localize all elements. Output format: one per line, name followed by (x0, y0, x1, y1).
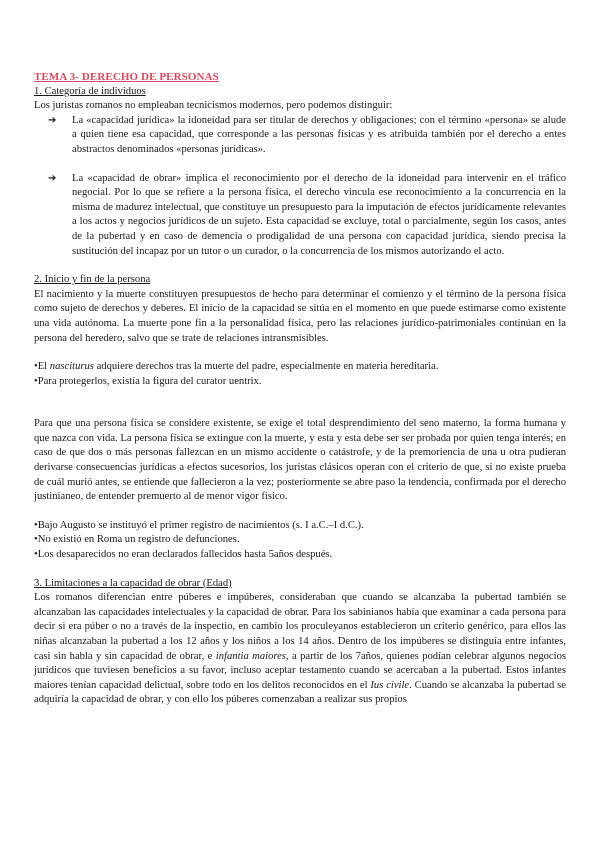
bullet-item: •El nasciturus adquiere derechos tras la muerte del padre, especialmente en materia hereditaria. (34, 361, 439, 373)
bullet-item: •Para protegerlos, existía la figura del curator uentrix. (34, 375, 262, 387)
bullet-item: •Los desaparecidos no eran declarados fallecidos hasta 5años después. (34, 549, 333, 561)
bullet-item: •Bajo Augusto se instituyó el primer registro de nacimientos (s. I a.C.–I d.C.). (34, 519, 364, 531)
arrow-icon: ➔ (48, 114, 57, 126)
document-content (34, 70, 566, 708)
section-1-heading: 1. Categoría de individuos (34, 85, 146, 97)
list-item (34, 172, 566, 260)
list-item (34, 114, 566, 158)
section-1-intro: Los juristas romanos no empleaban tecnicismos modernos, pero podemos distinguir: (34, 100, 393, 112)
section-2-paragraph-2: Para que una persona física se considere existente, se exige el total desprendimiento del seno materno, la forma humana y que nazca con vida. La persona física se extingue con la muerte, y esta y esta debe ser ser probada por quien tenga interés; en caso de que dos o más personas fallezcan en un mismo accidente o catástrofe, y de la premoriencia de una u otra pudieran derivarse consecuencias jurídicas a efectos sucesorios, los juristas clásicos operan con el criterio de que, si no existe prueba de cuál murió antes, se entiende que fallecieron a la vez; posteriormente se abre paso la tendencia, confirmada por el derecho justinianeo, de entender premuerto al de menor vigor físico. (34, 418, 566, 503)
list-item-text: La «capacidad jurídica» la idoneidad para ser titular de derechos y obligaciones; con el término «persona» se alude a quien tiene esa capacidad, que corresponde a las personas físicas y es atribuida también por el derecho a entes abstractos denominados «personas jurídicas». (72, 114, 566, 155)
section-3-paragraph-1: Los romanos diferencian entre púberes e impúberes, consideraban que cuando se alcanzaba la pubertad también se alcanzaban las capacidades intelectuales y la capacidad de obrar. Para los sabinianos había que examinar a cada persona para decir si era púber o no a través de la inspectio, en cambio los proculeyanos establecieron un criterio genérico, para ellos las niñas alcanzaban la pubertad a los 12 años y los niños a los 14 años. Dentro de los impúberes se distinguía entre infantes, casi sin habla y sin capacidad de obrar, e infantia maiores, a partir de los 7años, quienes podían celebrar algunos negocios jurídicos que tuviesen beneficios a su favor, incluso aceptar testamento cuando se acercaban a la pubertad. Estos infantes maiores tenían capacidad delictual, sobre todo en los delitos reconocidos en el Ius civile. Cuando se alcanzaba la pubertad se adquiría la capacidad de obrar, y con ello los púberes comenzaban a realizar sus propios (34, 592, 566, 706)
bullet-item: •No existió en Roma un registro de defunciones. (34, 534, 240, 546)
arrow-icon: ➔ (48, 172, 57, 184)
section-3-heading: 3. Limitaciones a la capacidad de obrar (Edad) (34, 577, 232, 589)
latin-term: Ius civile (370, 679, 410, 691)
latin-term: nasciturus (49, 361, 94, 373)
page-title: TEMA 3- DERECHO DE PERSONAS (34, 71, 219, 83)
section-2-heading: 2. Inicio y fin de la persona (34, 274, 151, 286)
section-2-paragraph-1: El nacimiento y la muerte constituyen presupuestos de hecho para determinar el comienzo y el término de la persona física como sujeto de derechos y deberes. El inicio de la capacidad se sitúa en el momento en que puede estimarse como existente una vida autónoma. La muerte pone fin a la personalidad física, pero las relaciones jurídico-patrimoniales continúan en la persona del heredero, salvo que se trate de relaciones intransmisibles. (34, 288, 566, 344)
list-item-text: La «capacidad de obrar» implica el reconocimiento por el derecho de la idoneidad para intervenir en el tráfico negocial. Por lo que se refiere a la persona física, el derecho vincula ese reconocimiento a la concurrencia en la misma de madurez intelectual, que constituye un presupuesto para la imputación de efectos jurídicamente relevantes a los actos y negocios jurídicos de un sujeto. Esta capacidad se excluye, total o parcialmente, según los casos, antes de la pubertad y en caso de demencia o prodigalidad de una persona con capacidad jurídica, siendo precisa la sustitución del incapaz por un tutor o un curador, o la concurrencia de los mismos autorizando el acto. (72, 172, 566, 257)
latin-term: infantia maiores (215, 650, 286, 662)
